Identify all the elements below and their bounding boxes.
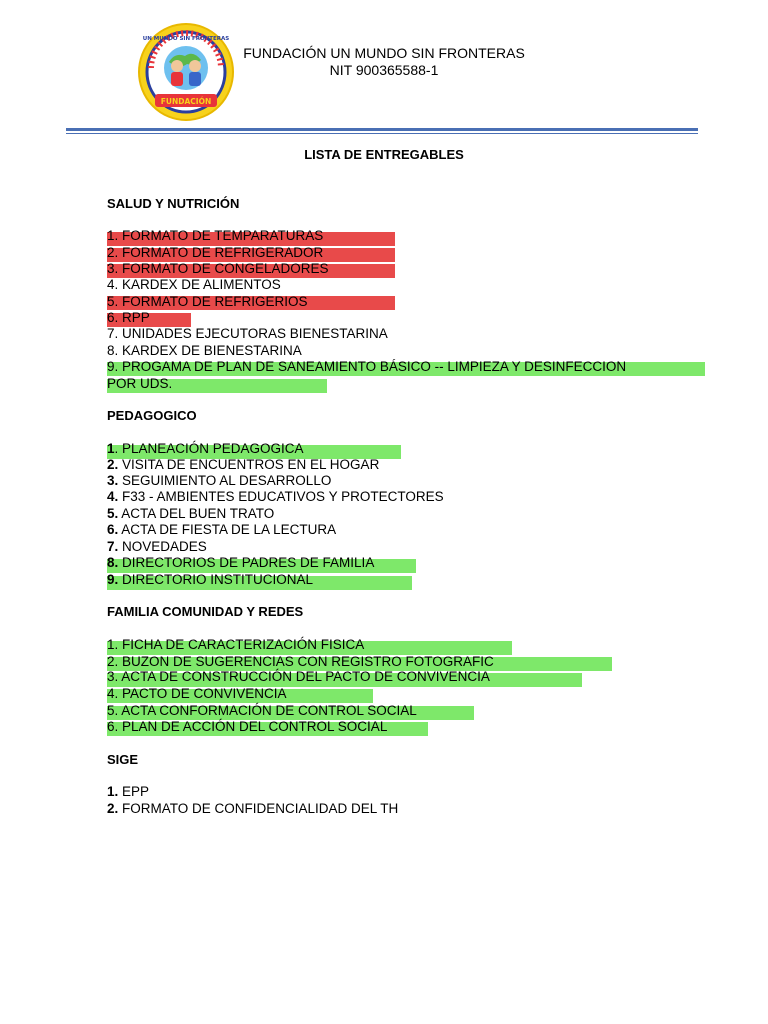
organization-header [230, 45, 538, 79]
item-number: 1 [107, 441, 115, 456]
document-title: LISTA DE ENTREGABLES [304, 147, 464, 162]
item-number: 2. [107, 457, 119, 472]
item-number: 7. [107, 539, 119, 554]
list-item: 9. PROGAMA DE PLAN DE SANEAMIENTO BÁSICO -- LIMPIEZA Y DESINFECCION [107, 359, 627, 374]
list-item [107, 801, 398, 817]
list-item [107, 473, 331, 489]
list-item: 2. FORMATO DE REFRIGERADOR [107, 245, 324, 260]
org-nit: NIT 900365588-1 [329, 62, 439, 78]
list-item [107, 784, 149, 800]
list-item: 5. ACTA CONFORMACIÓN DE CONTROL SOCIAL [107, 703, 417, 718]
item-text: ACTA DEL BUEN TRATO [118, 506, 275, 521]
item-text: NOVEDADES [118, 539, 207, 554]
fundacion-logo [137, 22, 235, 122]
list-item: 3. ACTA DE CONSTRUCCIÓN DEL PACTO DE CONVIVENCIA [107, 669, 490, 684]
item-number: 1. [107, 784, 119, 799]
list-item: 1. FICHA DE CARACTERIZACIÓN FISICA [107, 637, 365, 652]
list-item [107, 506, 274, 522]
logo-top-text: UN MUNDO SIN FRONTERAS [142, 36, 230, 42]
list-item: 7. UNIDADES EJECUTORAS BIENESTARINA [107, 326, 388, 341]
logo-banner-text: FUNDACIÓN [160, 97, 212, 106]
item-number: 9. [107, 572, 119, 587]
item-text: EPP [118, 784, 150, 799]
section-heading-salud: SALUD Y NUTRICIÓN [107, 196, 240, 211]
item-text: . PLANEACIÓN PEDAGOGICA [114, 441, 304, 456]
header-divider [66, 128, 698, 131]
section-heading-sige: SIGE [107, 752, 139, 767]
item-number: 6. [107, 522, 119, 537]
section-heading-familia: FAMILIA COMUNIDAD Y REDES [107, 604, 304, 619]
list-item: 3. FORMATO DE CONGELADORES [107, 261, 329, 276]
list-item [107, 555, 374, 571]
list-item [107, 489, 444, 505]
list-item [107, 572, 313, 588]
item-text: ACTA DE FIESTA DE LA LECTURA [118, 522, 337, 537]
item-text: DIRECTORIO INSTITUCIONAL [118, 572, 314, 587]
org-name: FUNDACIÓN UN MUNDO SIN FRONTERAS [243, 45, 525, 61]
item-number: 3. [107, 473, 119, 488]
list-item [107, 457, 379, 473]
header-divider-thin [66, 133, 698, 134]
list-item: 5. FORMATO DE REFRIGERIOS [107, 294, 308, 309]
list-item: 8. KARDEX DE BIENESTARINA [107, 343, 302, 358]
item-number: 2. [107, 801, 119, 816]
item-text: FORMATO DE CONFIDENCIALIDAD DEL TH [118, 801, 399, 816]
item-number: 8. [107, 555, 119, 570]
item-number: 4. [107, 489, 119, 504]
item-text: DIRECTORIOS DE PADRES DE FAMILIA [118, 555, 375, 570]
list-item: 4. KARDEX DE ALIMENTOS [107, 277, 281, 292]
section-heading-pedagogico: PEDAGOGICO [107, 408, 197, 423]
item-text: SEGUIMIENTO AL DESARROLLO [118, 473, 332, 488]
list-item [107, 441, 304, 457]
list-item: 6. RPP [107, 310, 150, 325]
list-item: 6. PLAN DE ACCIÓN DEL CONTROL SOCIAL [107, 719, 388, 734]
list-item: 4. PACTO DE CONVIVENCIA [107, 686, 287, 701]
list-item [107, 539, 207, 555]
list-item: 2. BUZON DE SUGERENCIAS CON REGISTRO FOTOGRAFIC [107, 654, 494, 669]
list-item: POR UDS. [107, 376, 173, 391]
list-item: 1. FORMATO DE TEMPARATURAS [107, 228, 324, 243]
item-number: 5. [107, 506, 119, 521]
item-text: F33 - AMBIENTES EDUCATIVOS Y PROTECTORES [118, 489, 444, 504]
list-item [107, 522, 336, 538]
item-text: VISITA DE ENCUENTROS EN EL HOGAR [118, 457, 380, 472]
